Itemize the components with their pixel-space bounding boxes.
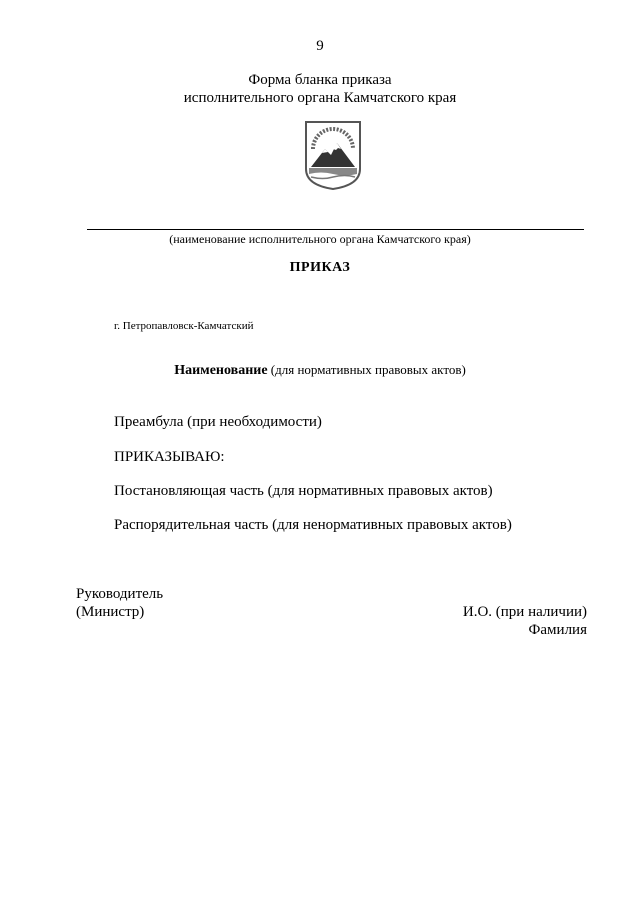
kamchatka-coat-of-arms-icon — [303, 119, 363, 191]
signatory-role: Руководитель — [76, 586, 164, 602]
city-line: г. Петропавловск-Камчатский — [114, 320, 254, 332]
document-name-label: Наименование — [174, 363, 268, 378]
signatory-initials: И.О. (при наличии) — [462, 604, 587, 620]
document-name-note: (для нормативных правовых актов) — [267, 362, 466, 377]
normative-part-line: Постановляющая часть (для нормативных правовых актов) — [114, 483, 493, 499]
order-title: ПРИКАЗ — [289, 260, 351, 275]
document-name-line — [0, 362, 640, 379]
org-name-underline — [87, 229, 584, 230]
signatory-surname: Фамилия — [528, 622, 587, 638]
org-name-caption: (наименование исполнительного органа Камчатского края) — [169, 232, 471, 246]
form-title-line-1: Форма бланка приказа — [248, 72, 392, 88]
page-number: 9 — [316, 38, 324, 54]
form-title-line-2: исполнительного органа Камчатского края — [183, 90, 457, 106]
preamble-line: Преамбула (при необходимости) — [114, 414, 322, 430]
signatory-title: (Министр) — [76, 604, 145, 620]
order-word-line: ПРИКАЗЫВАЮ: — [114, 449, 225, 465]
administrative-part-line: Распорядительная часть (для ненормативных правовых актов) — [114, 517, 512, 533]
